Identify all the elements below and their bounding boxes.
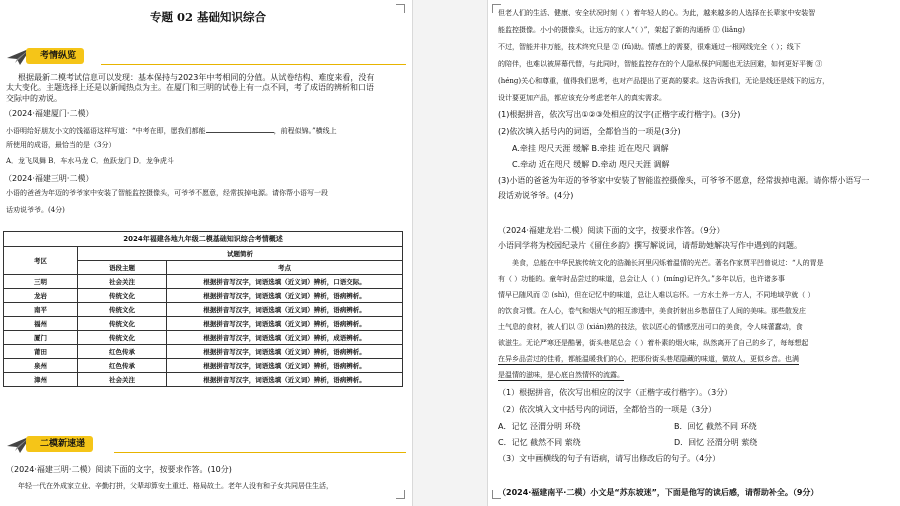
table-row [4, 303, 403, 317]
answer-blank [206, 124, 274, 133]
table-row [4, 275, 403, 289]
cell-point: 根据拼音写汉字，词语选填（近义词）辨析，语病辨析。 [167, 345, 403, 359]
passage-line: 年轻一代在外成家立业、辛勤打拼，父辈却算安土重迁、格局故土。老年人没有和子女共同居住生活， [18, 482, 333, 490]
answer-option: D．回忆 泾渭分明 萦绕 [674, 438, 758, 447]
section-badge: 考情纵览 [26, 48, 84, 64]
answer-options: C.牵动 近在咫尺 缓解 D.牵动 咫尺天涯 调解 [512, 160, 670, 169]
question-text: 小语的爸爸为年迈的爷爷家中安装了智能监控摄像头，可爷爷不愿意，经常拔掉电源。请你帮小语写一段 [6, 189, 328, 197]
passage-line: (hénɡ)关心和尊重，值得我们思考，也对产品提出了更高的要求。这告诉我们，无论是线还是线下的远方， [498, 77, 830, 85]
question-text-part: ，前程似锦。”横线上 [273, 127, 337, 135]
cell-theme: 传统文化 [78, 331, 167, 345]
answer-option: A．记忆 泾渭分明 环绕 [498, 422, 581, 431]
table-row [4, 331, 403, 345]
passage-line: 有（ ）功能的。童年时品尝过的味道，总会让人（ ）(mínɡ)记许久。”多年以后，也许诸多事 [498, 275, 785, 283]
question-text: 话劝说爷爷。(4分) [6, 206, 65, 214]
cell-theme: 社会关注 [78, 373, 167, 387]
passage-line: 欲滋生。无论严寒还是酷暑，街头巷尾总会（ ）着朴素的烟火味，纵然离开了自己的乡了，每每想起 [498, 339, 809, 347]
section-header-kaoqing [6, 46, 406, 66]
underlined-sentence: 是温情的滋味，是心底自然情怀的流露。 [498, 371, 624, 379]
table-header-point: 考点 [167, 261, 403, 275]
passage-line: 能监控摄像。小小的摄像头，让远方的家人“（ ）”，架起了新的沟通桥 ① (liǎnɡ) [498, 26, 745, 34]
intro-line: 交际中的劝说。 [6, 94, 62, 103]
table-header-group: 试题简析 [78, 247, 403, 261]
crop-mark [396, 4, 405, 13]
section-header-ermo [6, 434, 406, 454]
cell-area: 漳州 [4, 373, 78, 387]
divider [101, 64, 406, 65]
cell-theme: 传统文化 [78, 303, 167, 317]
passage-line: 土气息的食材，被人们以 ③ (xián)熟的技法，依以匠心的情感烹出可口的美食，令人味蕾蠢动，食 [498, 323, 803, 331]
passage-line: 的饮食习惯。在人心，卷气和烟火气的相互渗透中，美食折射出乡愁留住了人间的美味。那些散发庄 [498, 307, 806, 315]
cell-area: 莆田 [4, 345, 78, 359]
question-item: （1）根据拼音，依次写出相应的汉字（正楷字或行楷字）。（3分） [498, 388, 733, 397]
question-item: (3)小语的爸爸为年迈的爷爷家中安装了智能监控摄像头，可爷爷不愿意，经常拔掉电源。请你帮小语写一 [498, 176, 870, 185]
cell-point: 根据拼音写汉字，词语选填（近义词）辨析，语病辨析。 [167, 359, 403, 373]
question-item: (2)依次填入括号内的词语，全都恰当的一项是(3分) [498, 127, 681, 136]
cell-area: 泉州 [4, 359, 78, 373]
crop-mark [396, 490, 405, 499]
cell-point: 根据拼音写汉字，词语选填（近义词）辨析，语病辨析。 [167, 303, 403, 317]
cell-theme: 传统文化 [78, 317, 167, 331]
answer-options: A.牵挂 咫尺天涯 缓解 B.牵挂 近在咫尺 调解 [512, 144, 669, 153]
cell-point: 根据拼音写汉字，词语选填（近义词）辨析，成语辨析。 [167, 331, 403, 345]
passage-line: 情早已随风而 ② (shì)，但在记忆中的味道，总让人难以忘怀。一方水土养一方人，不同地域孕就（ ） [498, 291, 815, 299]
cell-area: 南平 [4, 303, 78, 317]
page-gutter [412, 0, 488, 506]
passage-line: 的陪伴，也难以被屏幕代替，与此同时，智能监控存在的个人隐私保护问题也无法回避，如何更好平衡 ③ [498, 60, 823, 68]
question-intro: 小语同学将为校园纪录片《留住乡韵》撰写解说词，请帮助她解决写作中遇到的问题。 [498, 241, 802, 250]
section-badge: 二模新速递 [26, 436, 93, 452]
divider [114, 452, 406, 453]
cell-point: 根据拼音写汉字，词语选填（近义词）辨析，语病辨析。 [167, 373, 403, 387]
question-text-part: 小语明给好朋友小文的饯福语这样写道：“中考在即，愿我们都能 [6, 127, 206, 135]
cell-theme: 社会关注 [78, 275, 167, 289]
cell-theme: 红色传承 [78, 345, 167, 359]
question-item: （3）文中画横线的句子有语病，请写出修改后的句子。（4分） [498, 454, 721, 463]
cell-area: 三明 [4, 275, 78, 289]
cell-area: 厦门 [4, 331, 78, 345]
question-source: （2024·福建三明·二模）阅读下面的文字，按要求作答。(10分) [6, 465, 232, 474]
table-row [4, 289, 403, 303]
question-source: （2024·福建厦门·二模） [4, 109, 94, 118]
table-header-theme: 语段主题 [78, 261, 167, 275]
question-item: (1)根据拼音，依次写出①②③处相应的汉字(正楷字或行楷字)。(3分) [498, 110, 741, 119]
table-row [4, 359, 403, 373]
cell-theme: 红色传承 [78, 359, 167, 373]
table-row [4, 373, 403, 387]
table-row [4, 345, 403, 359]
passage-line: 但老人们的生活、健康、安全状况时刻（ ）着年轻人的心。为此，越来越多的人选择在长辈家中安装智 [498, 9, 816, 17]
cell-area: 福州 [4, 317, 78, 331]
underlined-sentence: 在异乡品尝过的佳肴，都能温暖我们的心，把那份街头巷尾隐藏的味道，做故人，更似乡音。也满 [498, 355, 799, 363]
question-item: （2）依次填入文中括号内的词语，全都恰当的一项是（3分） [498, 405, 717, 414]
cell-point: 根据拼音写汉字，词语选填（近义词）辨析，语病辨析。 [167, 289, 403, 303]
question-item: 段话劝说爷爷。(4分) [498, 191, 574, 200]
question-text [6, 124, 337, 136]
passage-line: 不过，智能并非万能，技术终究只是 ② (fǔ)助。情感上的需要，很难通过一根网线完全（ ）；线下 [498, 43, 801, 51]
intro-line: 太大变化。主题选择上还是以新闻热点为主。在厦门和三明的试卷上有一点不同，考了成语的辨析和口语 [6, 83, 374, 92]
right-page [488, 0, 900, 506]
question-text: 所使用的成语，最恰当的是（3分） [6, 141, 116, 149]
cell-point: 根据拼音写汉字，词语选填（近义词）辨析，口语交际。 [167, 275, 403, 289]
cell-area: 龙岩 [4, 289, 78, 303]
question-source: （2024·福建南平·二模）小文是“苏东坡迷”，下面是他写的读后感，请帮助补全。（9分） [498, 488, 819, 497]
table-header-area: 考区 [4, 247, 78, 275]
cell-theme: 传统文化 [78, 289, 167, 303]
passage-line: 设计要更加产品，都应该充分考虑老年人的真实需求。 [498, 94, 666, 102]
page-title: 专题 02 基础知识综合 [150, 10, 267, 24]
passage-line: 美食，总能在中华民族传统文化的浩瀚长河里闪烁着温情的光芒。著名作家贾平凹曾说过：“人的胃是 [512, 259, 824, 267]
intro-line: 根据最新二模考试信息可以发现：基本保持与2023年中考相同的分值。从试卷结构、难度来看，没有 [18, 73, 375, 82]
question-source: （2024·福建三明·二模） [4, 174, 94, 183]
question-source: （2024·福建龙岩·二模）阅读下面的文字，按要求作答。（9分） [498, 226, 725, 235]
table-caption: 2024年福建各地九年级二模基础知识综合考情概述 [4, 232, 403, 247]
exam-overview-table [3, 231, 403, 387]
answer-options: A．龙飞凤舞 B．车水马龙 C．鱼跃龙门 D．龙争虎斗 [6, 157, 174, 165]
table-row [4, 317, 403, 331]
left-page [0, 0, 412, 506]
cell-point: 根据拼音写汉字，词语选填（近义词）辨析，语病辨析。 [167, 317, 403, 331]
answer-option: B．回忆 截然不同 环绕 [674, 422, 757, 431]
answer-option: C．记忆 截然不同 萦绕 [498, 438, 581, 447]
